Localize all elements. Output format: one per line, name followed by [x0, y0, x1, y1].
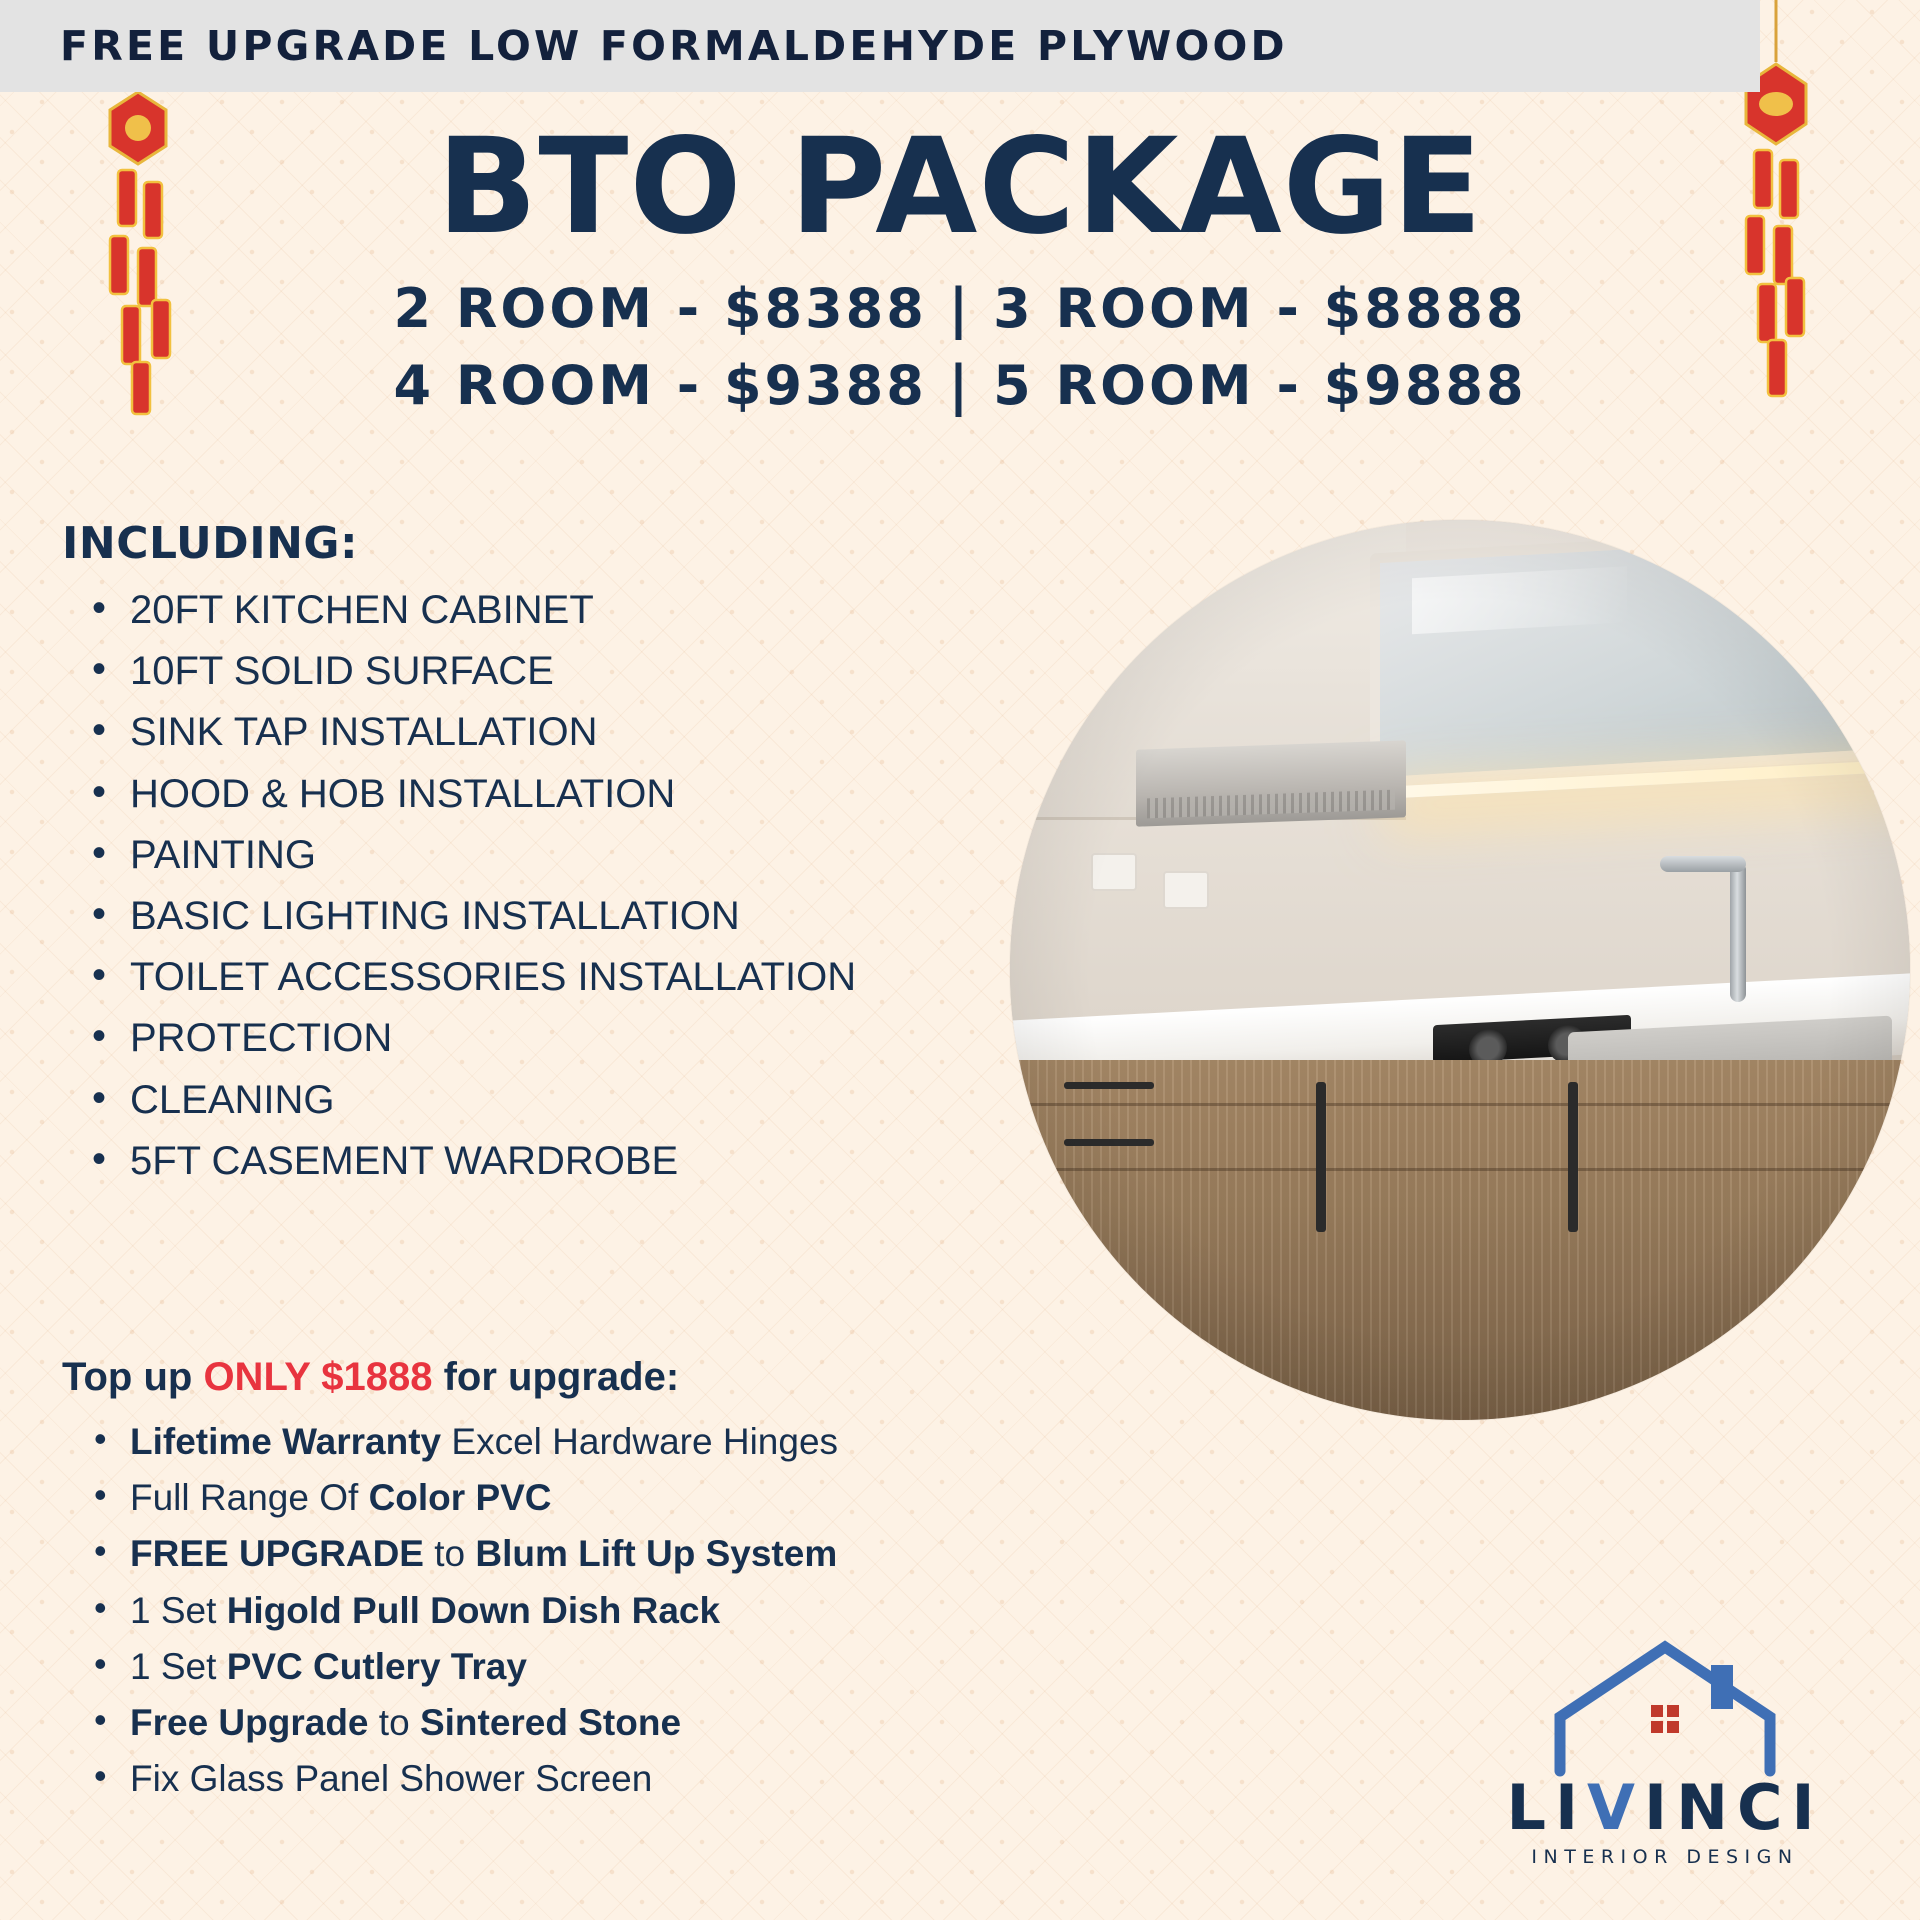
logo-word-part-2: INCI: [1644, 1771, 1824, 1844]
including-list: [62, 583, 992, 1189]
list-item: • PROTECTION: [62, 1011, 992, 1066]
list-item-plain-1: 1 Set: [130, 1645, 227, 1687]
list-item: • PAINTING: [62, 828, 992, 883]
kitchen-vignette: [1010, 520, 1910, 1420]
logo-house-icon: [1465, 1629, 1865, 1779]
list-item-plain-1: Full Range Of: [130, 1477, 369, 1519]
list-item: [62, 1526, 1132, 1582]
list-item: [62, 1639, 1132, 1695]
logo-word-part-1: LI: [1506, 1771, 1588, 1844]
list-item: • BASIC LIGHTING INSTALLATION: [62, 889, 992, 944]
list-item-bold-1: Lifetime Warranty: [130, 1421, 442, 1462]
topup-list: [62, 1414, 1132, 1808]
list-item: • 20FT KITCHEN CABINET: [62, 583, 992, 638]
list-item: [62, 1751, 1132, 1807]
list-item-bold-2: Sintered Stone: [419, 1702, 682, 1744]
kitchen-photo: [1010, 520, 1910, 1420]
topup-section: [62, 1355, 1132, 1808]
topup-title-accent: ONLY $1888: [203, 1355, 433, 1399]
promo-banner-text: FREE UPGRADE LOW FORMALDEHYDE PLYWOOD: [60, 22, 1288, 70]
list-item: • TOILET ACCESSORIES INSTALLATION: [62, 950, 992, 1005]
list-item: [62, 1695, 1132, 1751]
price-line-2: 4 ROOM - $9388 | 5 ROOM - $9888: [393, 353, 1527, 417]
company-logo: [1465, 1629, 1865, 1868]
list-item: • 5FT CASEMENT WARDROBE: [62, 1134, 992, 1189]
list-item-bold-2: PVC Cutlery Tray: [226, 1645, 527, 1687]
list-item: • 10FT SOLID SURFACE: [62, 644, 992, 699]
price-line-1: 2 ROOM - $8388 | 3 ROOM - $8888: [393, 276, 1527, 340]
logo-word-part-v: V: [1587, 1771, 1645, 1844]
including-section: [62, 518, 992, 1195]
headline-section: [0, 110, 1920, 417]
list-item: [62, 1470, 1132, 1526]
topup-title-post: for upgrade:: [432, 1355, 680, 1399]
promo-banner: [0, 0, 1760, 92]
list-item: [62, 1583, 1132, 1639]
list-item-bold-2: Color PVC: [368, 1477, 552, 1519]
list-item-bold-1: Free Upgrade: [130, 1702, 369, 1744]
list-item-bold-2: Blum Lift Up System: [475, 1533, 838, 1575]
list-item: • SINK TAP INSTALLATION: [62, 705, 992, 760]
topup-title: [62, 1355, 1132, 1400]
logo-wordmark: [1465, 1771, 1865, 1844]
list-item: [62, 1414, 1132, 1470]
list-item: • HOOD & HOB INSTALLATION: [62, 767, 992, 822]
list-item-plain-1: to: [423, 1533, 476, 1575]
including-title: INCLUDING:: [62, 518, 359, 569]
list-item: • CLEANING: [62, 1073, 992, 1128]
list-item-plain-1: 1 Set: [130, 1589, 227, 1631]
logo-tagline: INTERIOR DESIGN: [1531, 1846, 1799, 1868]
list-item-plain-1: to: [368, 1702, 420, 1744]
page-title: BTO PACKAGE: [436, 110, 1484, 264]
kitchen-illustration: [1010, 520, 1910, 1420]
list-item-bold-2: Higold Pull Down Dish Rack: [226, 1589, 721, 1631]
topup-title-pre: Top up: [62, 1355, 204, 1399]
list-item-bold-1: FREE UPGRADE: [130, 1533, 424, 1575]
list-item-plain-1: Fix Glass Panel Shower Screen: [130, 1758, 653, 1800]
list-item-plain-1: Excel Hardware Hinges: [441, 1421, 839, 1462]
